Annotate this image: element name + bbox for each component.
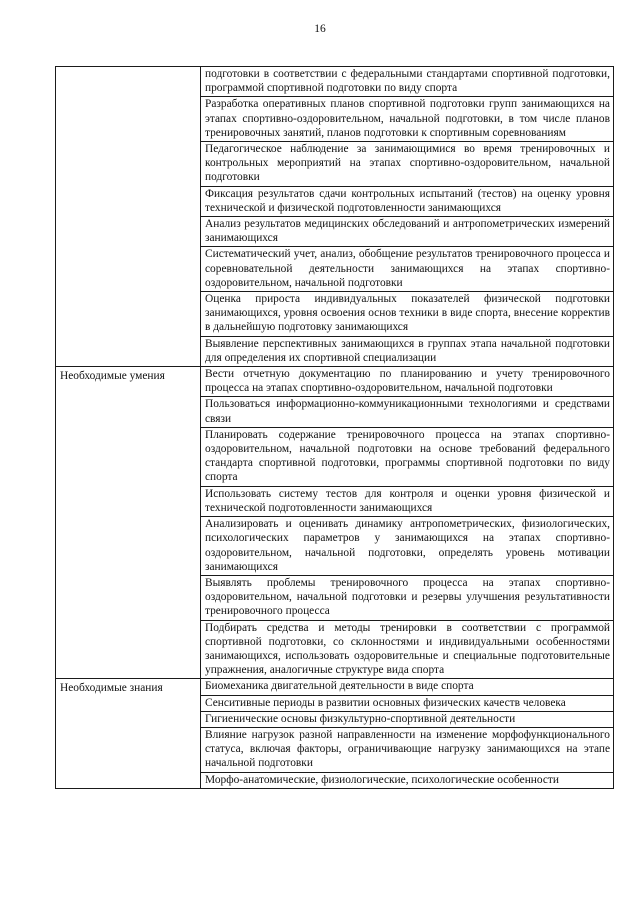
table-cell: Гигиенические основы физкультурно-спортивной деятельности xyxy=(201,711,614,727)
table-cell: Использовать систему тестов для контроля и оценки уровня физической и технической подготовленности занимающихся xyxy=(201,486,614,516)
table-cell: Подбирать средства и методы тренировки в соответствии с программой спортивной подготовки, со склонностями и индивидуальными особенностями занимающихся, использовать оздоровительные и специальные подготовительные упражнения, аналогичные структуре вида спорта xyxy=(201,620,614,679)
table-row xyxy=(56,679,614,695)
table-cell: Анализировать и оценивать динамику антропометрических, физиологических, психологических параметров у занимающихся на этапах спортивно-оздоровительном, начальной подготовки, определять уровень мотивации занимающихся xyxy=(201,517,614,576)
page-number: 16 xyxy=(314,23,326,35)
table-cell: Пользоваться информационно-коммуникационными технологиями и средствами связи xyxy=(201,397,614,427)
table-row xyxy=(56,367,614,397)
table-cell: Выявлять проблемы тренировочного процесса на этапах спортивно-оздоровительном, начальной подготовки и резервы улучшения результативности тренировочного процесса xyxy=(201,575,614,620)
table-cell: Сенситивные периоды в развитии основных физических качеств человека xyxy=(201,695,614,711)
table-cell: Анализ результатов медицинских обследований и антропометрических измерений занимающихся xyxy=(201,217,614,247)
table-cell: Биомеханика двигательной деятельности в виде спорта xyxy=(201,679,614,695)
table-cell: Влияние нагрузок разной направленности на изменение морфофункционального статуса, включая факторы, ограничивающие нагрузку занимающихся на этапе начальной подготовки xyxy=(201,727,614,772)
table-cell: Выявление перспективных занимающихся в группах этапа начальной подготовки для определения их спортивной специализации xyxy=(201,336,614,366)
table-cell: Педагогическое наблюдение за занимающимися во время тренировочных и контрольных мероприятий на этапах спортивно-оздоровительном, начальной подготовки xyxy=(201,142,614,187)
table-cell: подготовки в соответствии с федеральными стандартами спортивной подготовки, программой спортивной подготовки по виду спорта xyxy=(201,67,614,97)
table-cell: Вести отчетную документацию по планированию и учету тренировочного процесса на этапах спортивно-оздоровительном, начальной подготовки xyxy=(201,367,614,397)
table-row xyxy=(56,67,614,97)
table-cell: Систематический учет, анализ, обобщение результатов тренировочного процесса и соревновательной деятельности занимающихся на этапах спортивно-оздоровительном, начальной подготовки xyxy=(201,247,614,292)
section-label: Необходимые умения xyxy=(56,367,201,679)
table-cell: Разработка оперативных планов спортивной подготовки групп занимающихся на этапах спортивно-оздоровительном, начальной подготовки, в том числе планов тренировочных занятий, планов подготовки к спортивным соревнованиям xyxy=(201,97,614,142)
section-label: Необходимые знания xyxy=(56,679,201,788)
competency-table-body xyxy=(56,67,614,789)
table-cell: Фиксация результатов сдачи контрольных испытаний (тестов) на оценку уровня технической и физической подготовленности занимающихся xyxy=(201,186,614,216)
table-cell: Оценка прироста индивидуальных показателей физической подготовки занимающихся, уровня освоения основ техники в виде спорта, внесение корректив в дальнейшую подготовку занимающихся xyxy=(201,292,614,337)
table-cell: Морфо-анатомические, физиологические, психологические особенности xyxy=(201,772,614,788)
section-label xyxy=(56,67,201,367)
table-cell: Планировать содержание тренировочного процесса на этапах спортивно-оздоровительном, начальной подготовки на основе требований федерального стандарта спортивной подготовки, программы спортивной подготовки по виду спорта xyxy=(201,427,614,486)
competency-table xyxy=(55,66,614,789)
